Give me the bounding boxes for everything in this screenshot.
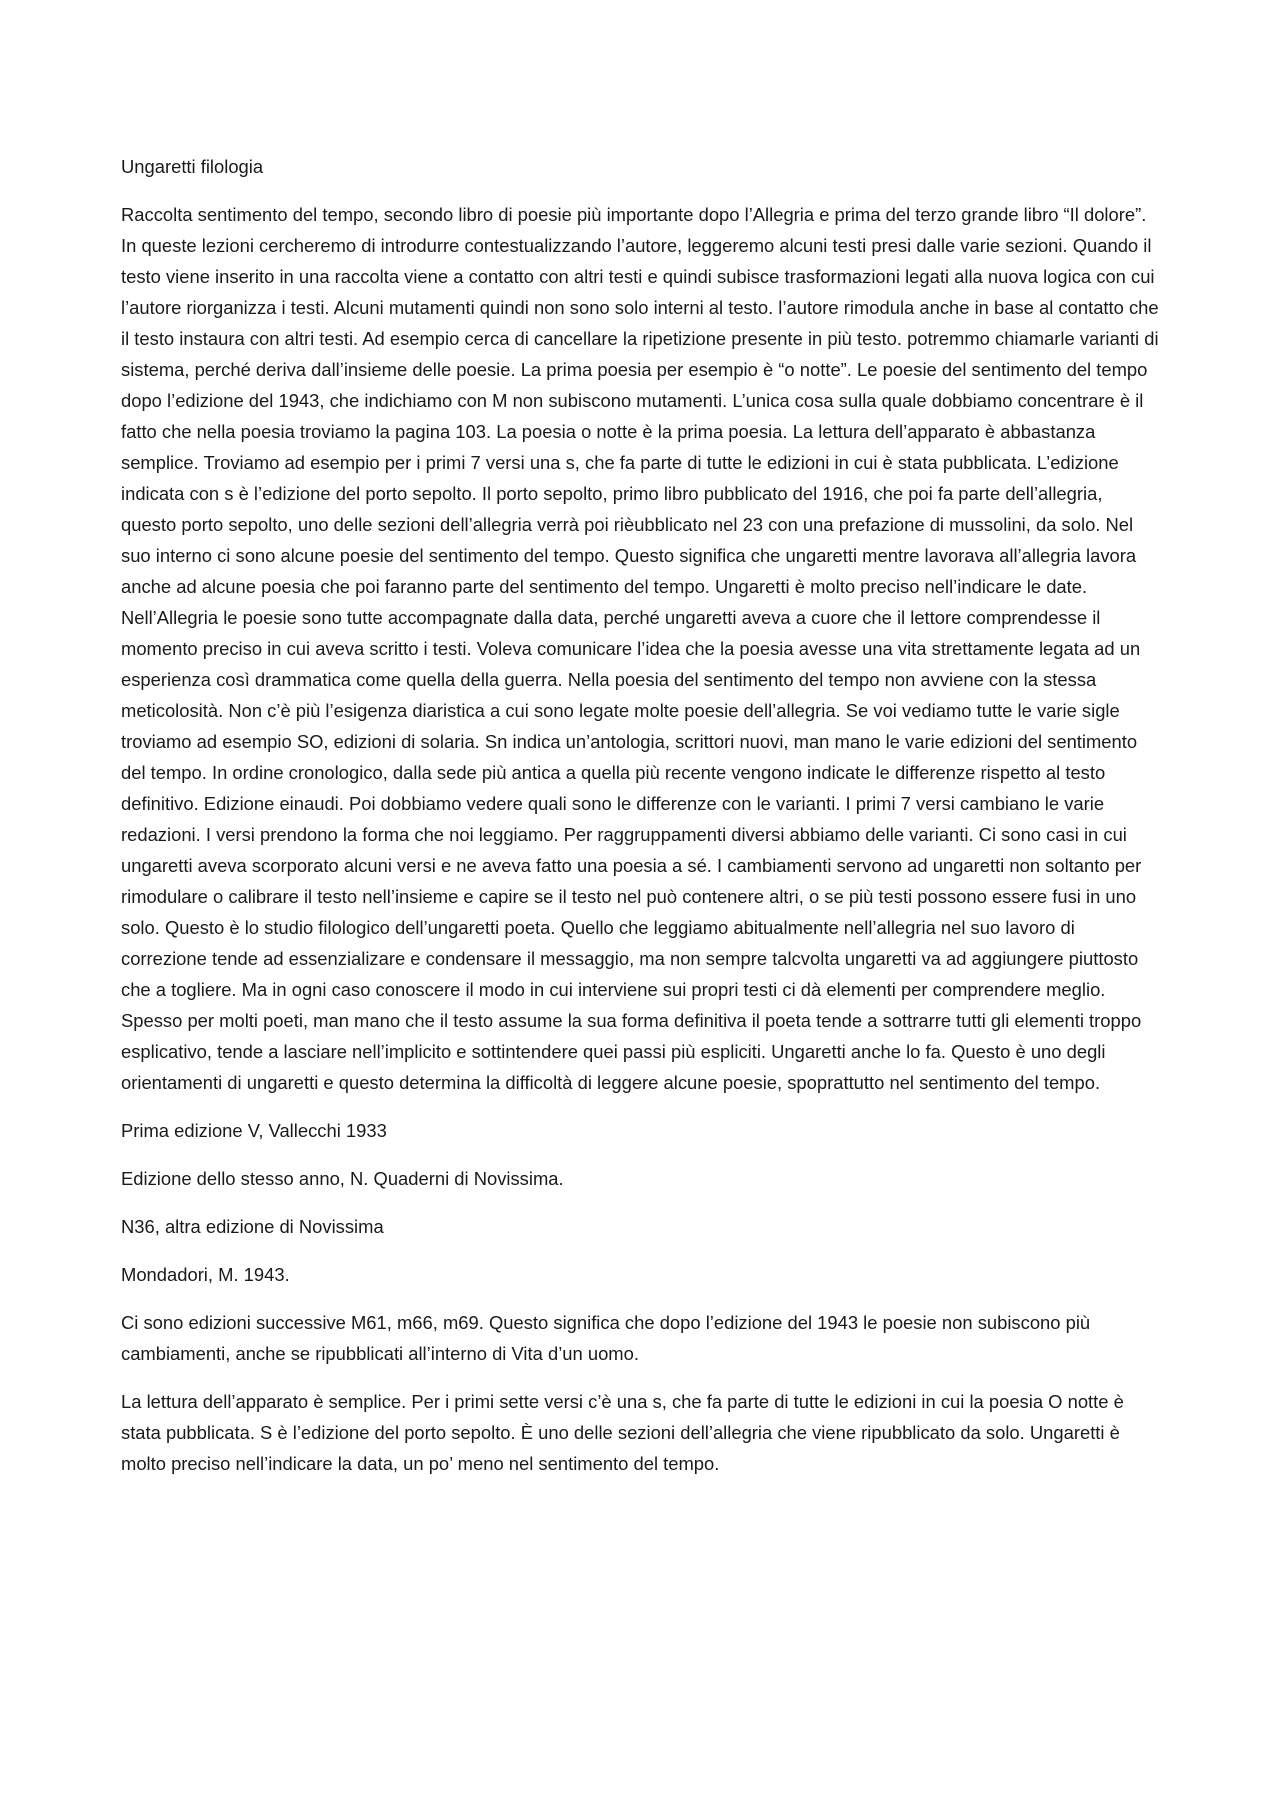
paragraph-edizione-stesso-anno: Edizione dello stesso anno, N. Quaderni di Novissima.: [121, 1168, 564, 1189]
paragraph-lettura-apparato: La lettura dell’apparato è semplice. Per i primi sette versi c’è una s, che fa parte di tutte le edizioni in cui la poesia O notte è stata pubblicata. S è l’edizione del porto sepolto. È uno delle sezioni dell’allegria che viene ripubblicato da solo. Ungaretti è molto preciso nell’indicare la data, un po’ meno nel sentimento del tempo.: [121, 1391, 1124, 1474]
document-page: [121, 151, 1161, 1496]
paragraph-prima-edizione: Prima edizione V, Vallecchi 1933: [121, 1120, 387, 1141]
paragraph-mondadori: Mondadori, M. 1943.: [121, 1264, 290, 1285]
document-title: Ungaretti filologia: [121, 156, 264, 177]
paragraph-main: Raccolta sentimento del tempo, secondo libro di poesie più importante dopo l’Allegria e prima del terzo grande libro “Il dolore”. In queste lezioni cercheremo di introdurre contestualizzando l’autore, leggeremo alcuni testi presi dalle varie sezioni. Quando il testo viene inserito in una raccolta viene a contatto con altri testi e quindi subisce trasformazioni legati alla nuova logica con cui l’autore riorganizza i testi. Alcuni mutamenti quindi non sono solo interni al testo. l’autore rimodula anche in base al contatto che il testo instaura con altri testi. Ad esempio cerca di cancellare la ripetizione presente in più testo. potremmo chiamarle varianti di sistema, perché deriva dall’insieme delle poesie. La prima poesia per esempio è “o notte”. Le poesie del sentimento del tempo dopo l’edizione del 1943, che indichiamo con M non subiscono mutamenti. L’unica cosa sulla quale dobbiamo concentrare è il fatto che nella poesia troviamo la pagina 103. La poesia o notte è la prima poesia. La lettura dell’apparato è abbastanza semplice. Troviamo ad esempio per i primi 7 versi una s, che fa parte di tutte le edizioni in cui è stata pubblicata. L’edizione indicata con s è l’edizione del porto sepolto. Il porto sepolto, primo libro pubblicato del 1916, che poi fa parte dell’allegria, questo porto sepolto, uno delle sezioni dell’allegria verrà poi rièubblicato nel 23 con una prefazione di mussolini, da solo. Nel suo interno ci sono alcune poesie del sentimento del tempo. Questo significa che ungaretti mentre lavorava all’allegria lavora anche ad alcune poesia che poi faranno parte del sentimento del tempo. Ungaretti è molto preciso nell’indicare le date. Nell’Allegria le poesie sono tutte accompagnate dalla data, perché ungaretti aveva a cuore che il lettore comprendesse il momento preciso in cui aveva scritto i testi. Voleva comunicare l’idea che la poesia avesse una vita strettamente legata ad un esperienza così drammatica come quella della guerra. Nella poesia del sentimento del tempo non avviene con la stessa meticolosità. Non c’è più l’esigenza diaristica a cui sono legate molte poesie dell’allegria. Se voi vediamo tutte le varie sigle troviamo ad esempio SO, edizioni di solaria. Sn indica un’antologia, scrittori nuovi, man mano le varie edizioni del sentimento del tempo. In ordine cronologico, dalla sede più antica a quella più recente vengono indicate le differenze rispetto al testo definitivo. Edizione einaudi. Poi dobbiamo vedere quali sono le differenze con le varianti. I primi 7 versi cambiano le varie redazioni. I versi prendono la forma che noi leggiamo. Per raggruppamenti diversi abbiamo delle varianti. Ci sono casi in cui ungaretti aveva scorporato alcuni versi e ne aveva fatto una poesia a sé. I cambiamenti servono ad ungaretti non soltanto per rimodulare o calibrare il testo nell’insieme e capire se il testo nel può contenere altri, o se più testi possono essere fusi in uno solo. Questo è lo studio filologico dell’ungaretti poeta. Quello che leggiamo abitualmente nell’allegria nel suo lavoro di correzione tende ad essenzializare e condensare il messaggio, ma non sempre talcvoltа ungaretti va ad aggiungere piuttosto che a togliere. Ma in ogni caso conoscere il modo in cui interviene sui propri testi ci dà elementi per comprendere meglio. Spesso per molti poeti, man mano che il testo assume la sua forma definitiva il poeta tende a sottrarre tutti gli elementi troppo esplicativo, tende a lasciare nell’implicito e sottintendere quei passi più espliciti. Ungaretti anche lo fa. Questo è uno degli orientamenti di ungaretti e questo determina la difficoltà di leggere alcune poesie, spoprattutto nel sentimento del tempo.: [121, 204, 1159, 1093]
paragraph-n36: N36, altra edizione di Novissima: [121, 1216, 384, 1237]
paragraph-edizioni-successive: Ci sono edizioni successive M61, m66, m69. Questo significa che dopo l’edizione del 1943 le poesie non subiscono più cambiamenti, anche se ripubblicati all’interno di Vita d’un uomo.: [121, 1312, 1091, 1364]
